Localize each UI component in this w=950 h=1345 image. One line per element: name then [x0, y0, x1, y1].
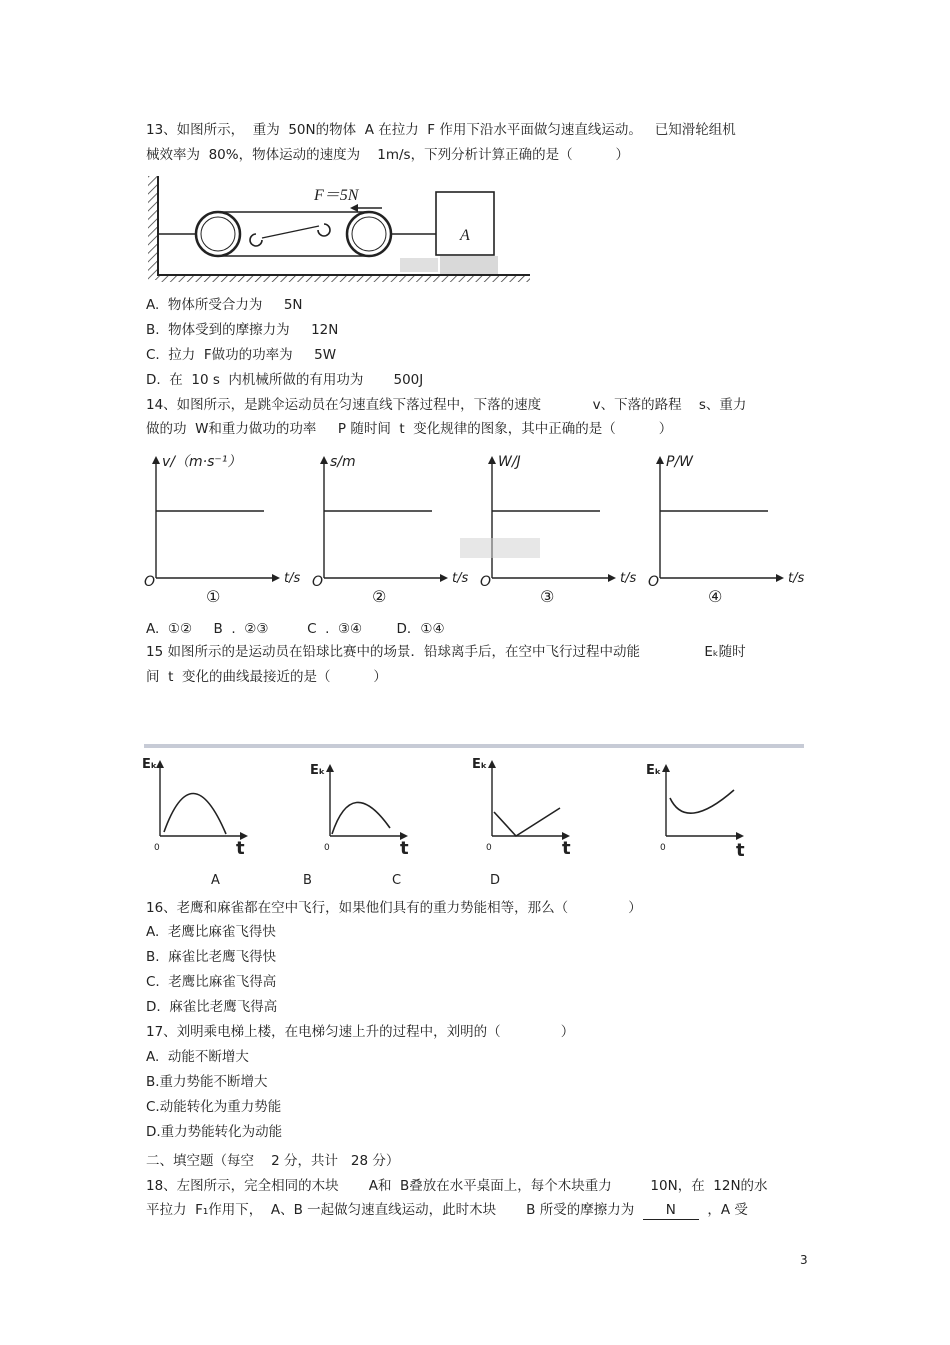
svg-text:t: t — [400, 838, 409, 859]
q17-stem: 17、刘明乘电梯上楼，在电梯匀速上升的过程中，刘明的（ ） — [146, 1024, 575, 1040]
svg-text:W/J: W/J — [498, 454, 521, 470]
q15-label-d: D — [490, 873, 501, 888]
q13-option-b: B. 物体受到的摩擦力为 12N — [146, 322, 339, 338]
hook-right — [318, 224, 330, 236]
svg-text:O: O — [480, 574, 492, 590]
q13-option-c: C. 拉力 F做功的功率为 5W — [146, 347, 337, 363]
q14-graph-3 — [460, 454, 636, 606]
svg-text:t/s: t/s — [284, 571, 301, 586]
page-number: 3 — [800, 1253, 808, 1267]
svg-text:t/s: t/s — [620, 571, 637, 586]
q14-options: A. ①② B . ②③ C . ③④ D．①④ — [146, 621, 445, 637]
q14-graphs — [144, 446, 806, 608]
section-title: 二、填空题（每空 2 分，共计 28 分） — [146, 1153, 400, 1169]
svg-text:①: ① — [206, 587, 221, 606]
pulley-right — [347, 212, 391, 256]
svg-text:Eₖ: Eₖ — [142, 757, 158, 772]
block-label: A — [460, 227, 470, 244]
q14-graph-1 — [144, 454, 300, 606]
svg-text:Eₖ: Eₖ — [310, 763, 326, 778]
svg-text:0: 0 — [486, 843, 492, 853]
q15-graphs — [140, 752, 760, 862]
q13-option-d: D. 在 10 s 内机械所做的有用功为 500J — [146, 372, 424, 388]
q15-graph-a — [142, 757, 248, 859]
q18-line2-tail: ，A 受 — [698, 1202, 748, 1218]
svg-text:0: 0 — [660, 843, 666, 853]
q18-line2-text: 平拉力 F₁作用下， A、B 一起做匀速直线运动，此时木块 B 所受的摩擦力为 — [146, 1202, 643, 1218]
svg-text:O: O — [144, 574, 156, 590]
svg-text:t/s: t/s — [452, 571, 469, 586]
q15-divider — [144, 744, 804, 748]
block-a — [436, 192, 494, 255]
q14-graph-2 — [312, 454, 468, 606]
svg-text:Eₖ: Eₖ — [472, 757, 488, 772]
q14-stem-line2: 做的功 W和重力做功的功率 P 随时间 t 变化规律的图象，其中正确的是（ ） — [146, 421, 673, 437]
q13-stem-line1: 13、如图所示， 重为 50N的物体 A 在拉力 F 作用下沿水平面做匀速直线运动。 已知滑轮组机 — [146, 122, 736, 138]
svg-text:Eₖ: Eₖ — [646, 763, 662, 778]
q17-option-c: C.动能转化为重力势能 — [146, 1099, 282, 1115]
q17-option-b: B.重力势能不断增大 — [146, 1074, 268, 1090]
q16-option-c: C. 老鹰比麻雀飞得高 — [146, 974, 277, 990]
svg-text:0: 0 — [154, 843, 160, 853]
svg-text:O: O — [312, 574, 324, 590]
q15-label-b: B — [303, 873, 312, 888]
svg-text:②: ② — [372, 587, 387, 606]
q16-option-b: B. 麻雀比老鹰飞得快 — [146, 949, 277, 965]
svg-text:t: t — [736, 840, 745, 861]
q15-graph-c — [472, 757, 571, 859]
hook-left — [250, 234, 262, 246]
q13-option-a: A. 物体所受合力为 5N — [146, 297, 303, 313]
q14-stem-line1: 14、如图所示，是跳伞运动员在匀速直线下落过程中，下落的速度 v、下落的路程 s、重力 — [146, 397, 747, 413]
q18-line2 — [146, 1201, 748, 1220]
wall-hatch — [148, 176, 158, 280]
svg-text:t: t — [236, 838, 245, 859]
q14-graph-4 — [648, 454, 804, 606]
pulley-left — [196, 212, 240, 256]
q18-answer-blank: N — [643, 1201, 699, 1220]
svg-text:s/m: s/m — [330, 454, 356, 470]
curve-d — [670, 790, 734, 813]
svg-text:④: ④ — [708, 587, 723, 606]
curve-a — [164, 793, 226, 834]
q15-graph-b — [310, 763, 409, 859]
q16-option-a: A. 老鹰比麻雀飞得快 — [146, 924, 276, 940]
svg-text:O: O — [648, 574, 660, 590]
q15-label-a: A — [211, 873, 220, 888]
svg-text:③: ③ — [540, 587, 555, 606]
curve-b — [332, 802, 390, 834]
q15-graph-d — [646, 763, 745, 861]
svg-text:0: 0 — [324, 843, 330, 853]
q18-line1: 18、左图所示，完全相同的木块 A和 B叠放在水平桌面上，每个木块重力 10N，在 12N的水 — [146, 1178, 768, 1194]
q17-option-a: A. 动能不断增大 — [146, 1049, 249, 1065]
svg-text:t/s: t/s — [788, 571, 805, 586]
svg-text:v/（m·s⁻¹）: v/（m·s⁻¹） — [162, 454, 242, 470]
q15-stem-line2: 间 t 变化的曲线最接近的是（ ） — [146, 669, 387, 685]
q16-stem: 16、老鹰和麻雀都在空中飞行，如果他们具有的重力势能相等，那么（ ） — [146, 900, 642, 916]
q16-option-d: D. 麻雀比老鹰飞得高 — [146, 999, 278, 1015]
svg-text:t: t — [562, 838, 571, 859]
curve-c — [494, 808, 560, 836]
q13-stem-line2: 械效率为 80%，物体运动的速度为 1m/s，下列分析计算正确的是（ ） — [146, 147, 629, 163]
svg-text:P/W: P/W — [666, 454, 694, 470]
q15-stem-line1: 15 如图所示的是运动员在铅球比赛中的场景．铅球离手后，在空中飞行过程中动能 Eₖ随时 — [146, 644, 746, 660]
q15-label-c: C — [392, 873, 402, 888]
force-label: F＝5N — [314, 187, 359, 204]
q13-pulley-figure — [144, 172, 536, 288]
q17-option-d: D.重力势能转化为动能 — [146, 1124, 283, 1140]
